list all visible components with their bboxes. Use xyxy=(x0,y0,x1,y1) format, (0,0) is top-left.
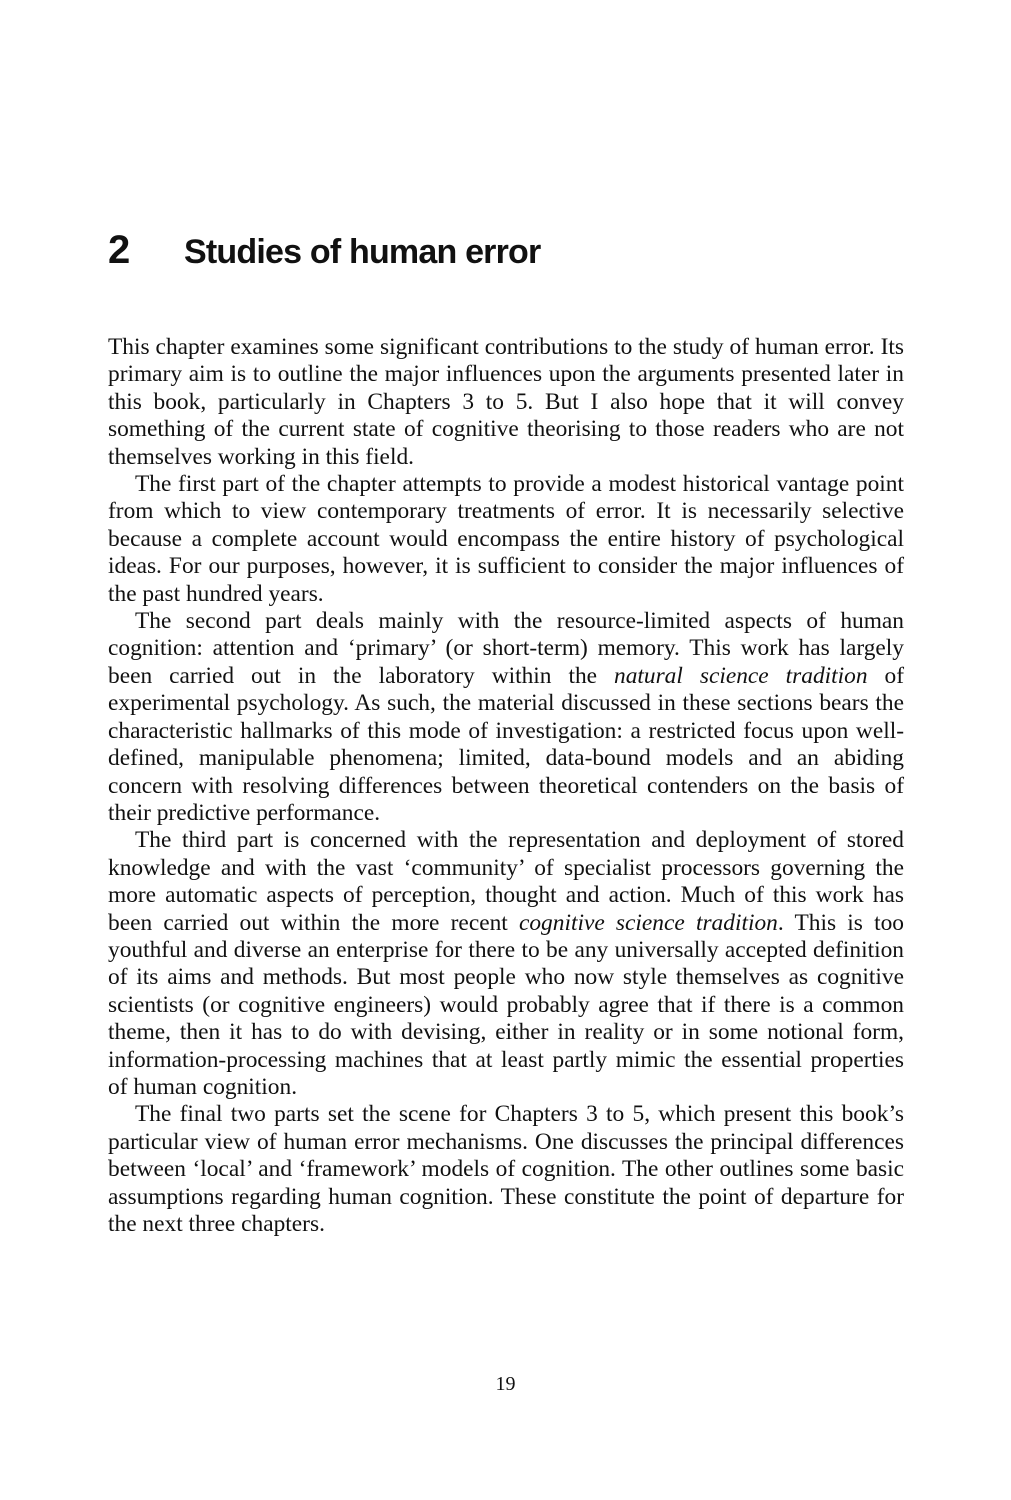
paragraph-4-text-start: The third part is concerned with the representation and deployment of stored knowledge and with the vast ‘community’ of specialist processors governing the more automatic aspects of perception, thought and action. Much of this work has been carried out within the more recent xyxy=(108,827,904,936)
page-number: 19 xyxy=(495,1373,516,1395)
chapter-number: 2 xyxy=(108,228,131,272)
paragraph-4 xyxy=(108,827,904,1101)
paragraph-2: The first part of the chapter attempts to provide a modest historical vantage point from which to view contemporary treatments of error. It is necessarily selective because a complete account would encompass the entire history of psychological ideas. For our purposes, however, it is sufficient to consider the major influences of the past hundred years. xyxy=(108,471,904,607)
paragraph-3-text-end: of experimental psychology. As such, the material discussed in these sections bears the characteristic hallmarks of this mode of investigation: a restricted focus upon well-defined, manipulable phenomena; limited, data-bound models and an abiding concern with resolving differences between theoretical contenders on the basis of their predictive performance. xyxy=(108,662,904,826)
paragraph-3 xyxy=(108,608,904,827)
paragraph-4-italic-term: cognitive science tradition xyxy=(518,909,778,936)
chapter-title: Studies of human error xyxy=(184,233,541,271)
paragraph-3-text-start: The second part deals mainly with the resource-limited aspects of human cognition: attention and ‘primary’ (or short-term) memory. This work has largely been carried out in the laboratory within the xyxy=(108,608,904,689)
paragraph-5: The final two parts set the scene for Chapters 3 to 5, which present this book’s particular view of human error mechanisms. One discusses the principal differences between ‘local’ and ‘framework’ models of cognition. The other outlines some basic assumptions regarding human cognition. These constitute the point of departure for the next three chapters. xyxy=(108,1101,904,1237)
body-text xyxy=(108,334,904,1238)
paragraph-3-italic-term: natural science tradition xyxy=(614,662,868,689)
paragraph-4-text-end: . This is too youthful and diverse an enterprise for there to be any universally accepted definition of its aims and methods. But most people who now style themselves as cognitive scientists (or cognitive engineers) would probably agree that if there is a common theme, then it has to do with devising, either in reality or in some notional form, information-processing machines that at least partly mimic the essential properties of human cognition. xyxy=(108,909,904,1100)
paragraph-1: This chapter examines some significant contributions to the study of human error. Its primary aim is to outline the major influences upon the arguments presented later in this book, particularly in Chapters 3 to 5. But I also hope that it will convey something of the current state of cognitive theorising to those readers who are not themselves working in this field. xyxy=(108,334,904,470)
chapter-heading xyxy=(108,228,540,273)
